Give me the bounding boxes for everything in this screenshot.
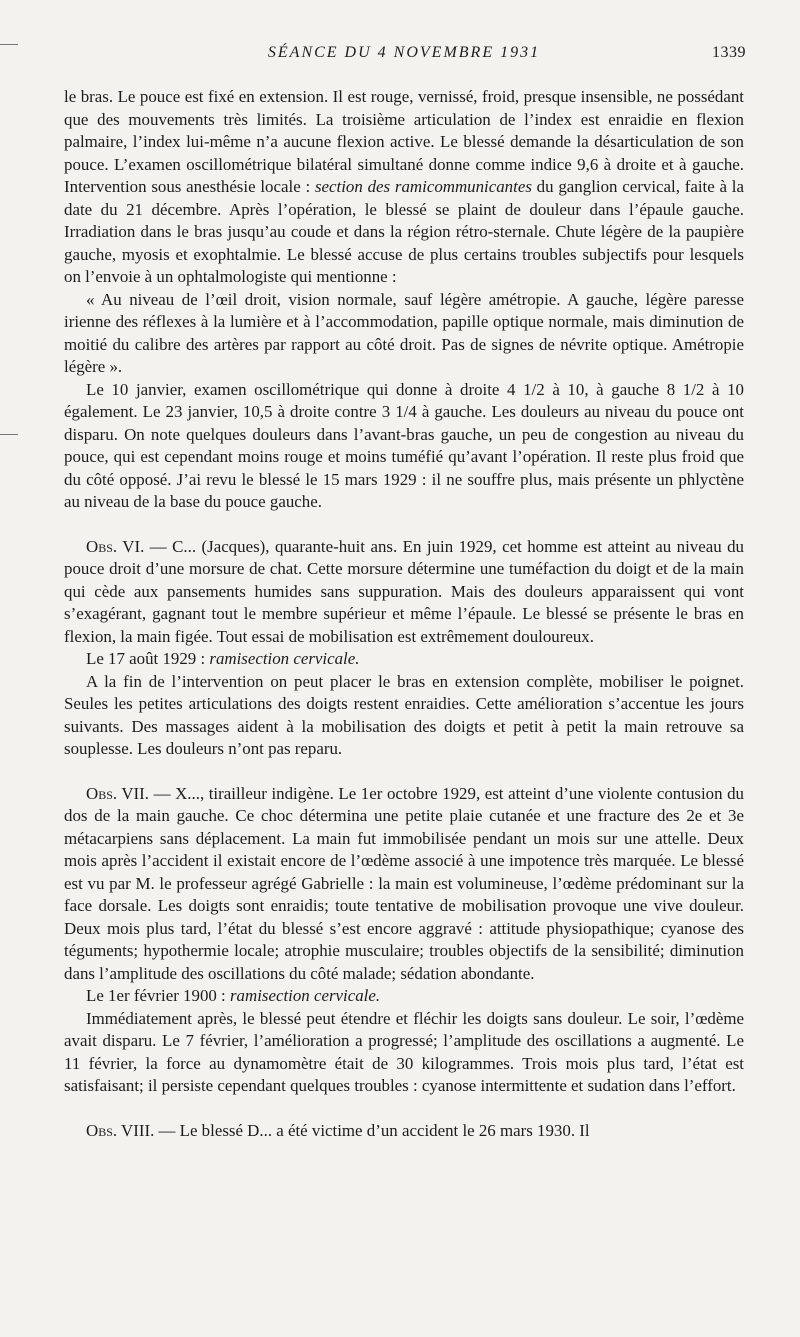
paragraph bbox=[64, 536, 744, 649]
paragraph bbox=[64, 1120, 744, 1143]
page-edge-mark bbox=[0, 434, 18, 435]
paragraph bbox=[64, 671, 744, 761]
observation-label: Obs. VII. bbox=[86, 783, 150, 803]
body-text bbox=[64, 86, 744, 1142]
text-run: Immédiatement après, le blessé peut étendre et fléchir les doigts sans douleur. Le soir, l’œdème avait disparu. Le 7 février, l’amélioration a progressé; l’amplitude des oscillations a augmenté. Le 11 février, la force au dynamomètre était de 30 kilogrammes. Trois mois plus tard, l’état est satisfaisant; il persiste cependant quelques troubles : cyanose intermittente et sudation dans l’effort. bbox=[64, 1008, 744, 1095]
paragraph bbox=[64, 783, 744, 986]
text-run: Le 1er février 1900 : bbox=[86, 986, 230, 1005]
paragraph bbox=[64, 648, 744, 671]
running-title: SÉANCE DU 4 NOVEMBRE 1931 bbox=[267, 44, 541, 61]
text-run: « Au niveau de l’œil droit, vision normale, sauf légère amétropie. A gauche, légère paresse irienne des réflexes à la lumière et à l’accommodation, papille optique normale, mais diminution de moitié du calibre des artères par rapport au côté droit. Pas de signes de névrite optique. Amétropie légère ». bbox=[64, 289, 744, 376]
text-run: A la fin de l’intervention on peut placer le bras en extension complète, mobiliser le poignet. Seules les petites articulations des doigts restent enraidies. Cette amélioration s’accentue les jours suivants. Des massages aident à la mobilisation des doigts et petit à petit la main retrouve sa souplesse. Les douleurs n’ont pas reparu. bbox=[64, 671, 744, 758]
observation-label: Obs. VI. bbox=[86, 536, 145, 556]
italic-text: ramisection cervicale. bbox=[209, 649, 360, 668]
page-edge-mark bbox=[0, 44, 18, 45]
text-run: — X..., tirailleur indigène. Le 1er octobre 1929, est atteint d’une violente contusion du dos de la main gauche. Ce choc détermina une petite plaie cutanée et une fracture des 2e et 3e métacarpiens sans déplacement. La main fut immobilisée pendant un mois sur une attelle. Deux mois après l’accident il existait encore de l’œdème associé à une impotence très marquée. Le blessé est vu par M. le professeur agrégé Gabrielle : la main est volumineuse, l’œdème prédominant sur la face dorsale. Les doigts sont enraidis; toute tentative de mobilisation provoque une vive douleur. Deux mois plus tard, l’état du blessé s’est encore aggravé : attitude physiopathique; cyanose des téguments; hypothermie locale; atrophie musculaire; troubles objectifs de la sensibilité; diminution dans l’amplitude des oscillations du côté malade; sédation abondante. bbox=[64, 783, 745, 983]
paragraph bbox=[64, 289, 744, 379]
text-run: — Le blessé D... a été victime d’un accident le 26 mars 1930. Il bbox=[154, 1120, 590, 1140]
text-run: du ganglion cervical, faite à la date du 21 décembre. Après l’opération, le blessé se plaint de douleur dans l’épaule gauche. Irradiation dans le bras jusqu’au coude et dans la région rétro-sternale. Chute légère de la paupière gauche, myosis et exophtalmie. Le blessé accuse de plus certains troubles subjectifs pour lesquels on l’envoie à un ophtalmologiste qui mentionne : bbox=[64, 177, 744, 286]
text-run: Le 17 août 1929 : bbox=[86, 649, 210, 668]
text-run: Le 10 janvier, examen oscillométrique qui donne à droite 4 1/2 à 10, à gauche 8 1/2 à 10 également. Le 23 janvier, 10,5 à droite contre 3 1/4 à gauche. Les douleurs au niveau du pouce ont disparu. On note quelques douleurs dans l’avant-bras gauche, un peu de congestion au niveau du pouce, qui est cependant moins rouge et moins tuméfié qu’avant l’opération. Il reste plus froid que du côté opposé. J’ai revu le blessé le 15 mars 1929 : il ne souffre plus, mais présente un phlyctène au niveau de la base du pouce gauche. bbox=[64, 379, 744, 511]
page-number: 1339 bbox=[712, 44, 746, 61]
paragraph bbox=[64, 1008, 744, 1098]
italic-text: ramisection cervicale. bbox=[229, 986, 381, 1005]
running-header bbox=[62, 44, 746, 66]
text-run: — C... (Jacques), quarante-huit ans. En juin 1929, cet homme est atteint au niveau du pouce droit d’une morsure de chat. Cette morsure détermine une tuméfaction du doigt et de la main qui cède aux pansements humides sans suppuration. Mais des douleurs apparaissent qui vont s’exagérant, gagnant tout le membre supérieur et même l’épaule. Le blessé se présente le bras en flexion, la main figée. Tout essai de mobilisation est extrêmement douloureux. bbox=[64, 536, 744, 646]
paragraph bbox=[64, 985, 744, 1008]
italic-text: section des ramicommunicantes bbox=[314, 177, 532, 196]
text-run: le bras. Le pouce est fixé en extension. Il est rouge, vernissé, froid, presque insensible, ne possédant que des mouvements très limités. La troisième articulation de l’index est enraidie en flexion palmaire, l’index lui-même n’a aucune flexion active. Le blessé demande la désarticulation de son pouce. L’examen oscillométrique bilatéral simultané donne comme indice 9,6 à droite et à gauche. Intervention sous anesthésie locale : bbox=[64, 87, 744, 196]
paragraph bbox=[64, 379, 744, 514]
observation-label: Obs. VIII. bbox=[86, 1120, 155, 1140]
paragraph bbox=[64, 86, 744, 289]
